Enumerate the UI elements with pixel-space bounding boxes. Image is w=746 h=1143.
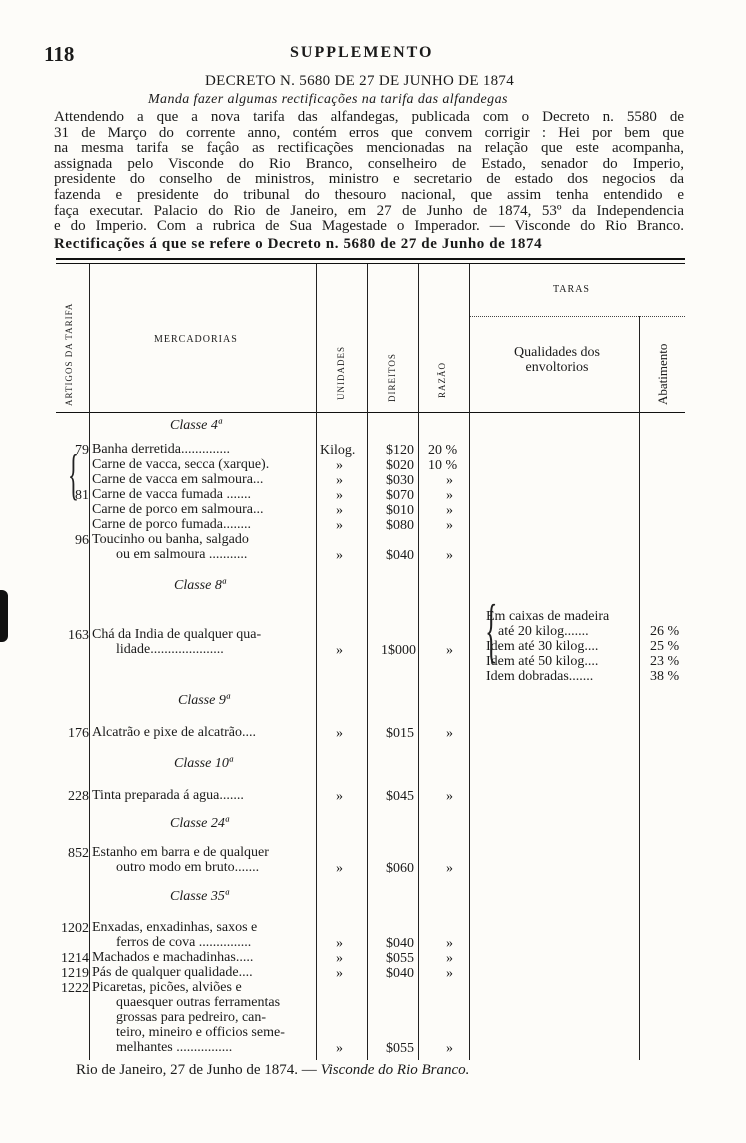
header-bottom-rule <box>56 412 685 413</box>
tare-deduction: 23 % <box>650 654 680 669</box>
ratio-value: » <box>446 726 453 741</box>
goods-description: Carne de porco em salmoura... <box>92 502 264 517</box>
duty-value: $060 <box>386 861 414 876</box>
goods-description: Banha derretida.............. <box>92 442 231 457</box>
ratio-value: » <box>446 488 453 503</box>
unit-value: » <box>336 966 343 981</box>
goods-description: quaesquer outras ferramentas <box>116 995 281 1010</box>
tares-brace: { <box>485 590 498 670</box>
header-units: UNIDADES <box>336 346 346 400</box>
tare-deduction: 25 % <box>650 639 680 654</box>
header-tares: TARAS <box>553 284 590 295</box>
class-heading: Classe 9ª <box>178 693 230 708</box>
duty-value: $040 <box>386 548 414 563</box>
decree-body <box>54 110 684 235</box>
col-divider <box>469 264 470 1060</box>
class-heading: Classe 4ª <box>170 418 222 433</box>
col-divider <box>89 264 90 1060</box>
footer <box>76 1062 469 1079</box>
duty-value: 1$000 <box>381 643 416 658</box>
unit-value: » <box>336 936 343 951</box>
unit-value: » <box>336 503 343 518</box>
decree-title: DECRETO N. 5680 DE 27 DE JUNHO DE 1874 <box>205 73 515 89</box>
body-line: e do Imperio. Com a rubrica de Sua Magestade o Imperador. — Visconde do Rio Branco. <box>54 218 684 235</box>
body-line: 31 de Março do corrente anno, contém erros que convem corrigir : Hei por bem que <box>54 124 684 141</box>
header-goods: MERCADORIAS <box>154 334 238 345</box>
class-heading: Classe 10ª <box>174 756 233 771</box>
header-deduction: Abatimento <box>655 343 670 405</box>
goods-description: teiro, mineiro e officios seme- <box>116 1025 285 1040</box>
ratio-value: » <box>446 518 453 533</box>
article-number: 176 <box>68 726 89 741</box>
rectifications-heading: Rectificações á que se refere o Decreto n. 5680 de 27 de Junho de 1874 <box>54 236 543 252</box>
ratio-value: 20 % <box>428 443 458 458</box>
col-divider <box>418 264 419 1060</box>
goods-description: Carne de vacca em salmoura... <box>92 472 264 487</box>
binding-mark <box>0 590 8 642</box>
goods-description: grossas para pedreiro, can- <box>116 1010 267 1025</box>
goods-description: Machados e machadinhas..... <box>92 950 254 965</box>
tare-label: Idem até 50 kilog.... <box>486 654 599 669</box>
goods-description: Toucinho ou banha, salgado <box>92 532 249 547</box>
group-brace: { <box>68 444 79 506</box>
duty-value: $055 <box>386 951 414 966</box>
ratio-value: » <box>446 861 453 876</box>
duty-value: $015 <box>386 726 414 741</box>
duty-value: $045 <box>386 789 414 804</box>
tare-label: Idem dobradas....... <box>486 669 594 684</box>
goods-description: Enxadas, enxadinhas, saxos e <box>92 920 258 935</box>
col-divider <box>639 316 640 1060</box>
goods-description: Alcatrão e pixe de alcatrão.... <box>92 725 257 740</box>
article-number: 79 <box>75 443 89 458</box>
goods-description: Chá da India de qualquer qua- <box>92 627 262 642</box>
article-number: 852 <box>68 846 89 861</box>
article-number: 1219 <box>61 966 89 981</box>
duty-value: $055 <box>386 1041 414 1056</box>
goods-description: ferros de cova ............... <box>116 935 252 950</box>
article-number: 163 <box>68 628 89 643</box>
unit-value: » <box>336 861 343 876</box>
class-heading: Classe 35ª <box>170 889 229 904</box>
unit-value: » <box>336 473 343 488</box>
col-divider <box>316 264 317 1060</box>
article-number: 81 <box>75 488 89 503</box>
duty-value: $010 <box>386 503 414 518</box>
ratio-value: » <box>446 966 453 981</box>
body-line: fazenda e presidente do tribunal do thesouro nacional, que assim tenha entendido e <box>54 186 684 203</box>
unit-value: » <box>336 726 343 741</box>
header-ratio: RAZÃO <box>437 362 447 398</box>
footer-place-date: Rio de Janeiro, 27 de Junho de 1874. — <box>76 1062 317 1078</box>
unit-value: » <box>336 789 343 804</box>
goods-description: Pás de qualquer qualidade.... <box>92 965 253 980</box>
tare-deduction: 38 % <box>650 669 680 684</box>
article-number: 1222 <box>61 981 89 996</box>
class-heading: Classe 8ª <box>174 578 226 593</box>
duty-value: $020 <box>386 458 414 473</box>
duty-value: $120 <box>386 443 414 458</box>
tare-label: Em caixas de madeira <box>486 609 610 624</box>
running-title: SUPPLEMENTO <box>290 44 434 61</box>
table-top-rule <box>56 258 685 260</box>
body-line: faça executar. Palacio do Rio de Janeiro, em 27 de Junho de 1874, 53º da Independencia <box>54 202 684 219</box>
class-heading: Classe 24ª <box>170 816 229 831</box>
article-number: 228 <box>68 789 89 804</box>
col-divider <box>367 264 368 1060</box>
goods-description: outro modo em bruto....... <box>116 860 260 875</box>
ratio-value: » <box>446 643 453 658</box>
tare-deduction: 26 % <box>650 624 680 639</box>
header-packaging: Qualidades dos envoltorios <box>514 345 600 375</box>
article-number: 96 <box>75 533 89 548</box>
body-line: presidente do conselho de ministros, ministro e secretario de estado dos negocios da <box>54 171 684 188</box>
unit-value: » <box>336 488 343 503</box>
goods-description: ou em salmoura ........... <box>116 547 248 562</box>
goods-description: Carne de vacca fumada ....... <box>92 487 251 502</box>
goods-description: Picaretas, picões, alviões e <box>92 980 242 995</box>
tares-subheader-rule <box>470 316 685 317</box>
ratio-value: » <box>446 789 453 804</box>
goods-description: Tinta preparada á agua....... <box>92 788 244 803</box>
unit-value: » <box>336 1041 343 1056</box>
goods-description: Estanho em barra e de qualquer <box>92 845 269 860</box>
ratio-value: 10 % <box>428 458 458 473</box>
duty-value: $080 <box>386 518 414 533</box>
header-duties: DIREITOS <box>387 353 397 402</box>
table-top-rule-2 <box>56 263 685 264</box>
tare-label: até 20 kilog....... <box>498 624 589 639</box>
unit-value: » <box>336 643 343 658</box>
ratio-value: » <box>446 936 453 951</box>
page-number: 118 <box>44 42 75 66</box>
unit-value: » <box>336 548 343 563</box>
unit-value: » <box>336 951 343 966</box>
body-line: na mesma tarifa se façâo as rectificações mencionadas na relação que este acompanha, <box>54 140 684 157</box>
goods-description: Carne de porco fumada........ <box>92 517 251 532</box>
ratio-value: » <box>446 473 453 488</box>
duty-value: $070 <box>386 488 414 503</box>
unit-value: » <box>336 458 343 473</box>
ratio-value: » <box>446 503 453 518</box>
unit-value: Kilog. <box>320 443 356 458</box>
duty-value: $030 <box>386 473 414 488</box>
goods-description: melhantes ................ <box>116 1040 233 1055</box>
tare-label: Idem até 30 kilog.... <box>486 639 599 654</box>
ratio-value: » <box>446 1041 453 1056</box>
header-articles: ARTIGOS DA TARIFA <box>64 302 74 406</box>
duty-value: $040 <box>386 966 414 981</box>
article-number: 1202 <box>61 921 89 936</box>
decree-subtitle: Manda fazer algumas rectificações na tarifa das alfandegas <box>148 92 508 107</box>
body-line: Attendendo a que a nova tarifa das alfandegas, publicada com o Decreto n. 5580 de <box>54 109 684 125</box>
duty-value: $040 <box>386 936 414 951</box>
footer-signature: Visconde do Rio Branco. <box>320 1062 470 1078</box>
body-line: assignada pelo Visconde do Rio Branco, conselheiro de Estado, senador do Imperio, <box>54 155 684 172</box>
ratio-value: » <box>446 951 453 966</box>
unit-value: » <box>336 518 343 533</box>
goods-description: Carne de vacca, secca (xarque). <box>92 457 270 472</box>
article-number: 1214 <box>61 951 89 966</box>
ratio-value: » <box>446 548 453 563</box>
goods-description: lidade..................... <box>116 642 224 657</box>
